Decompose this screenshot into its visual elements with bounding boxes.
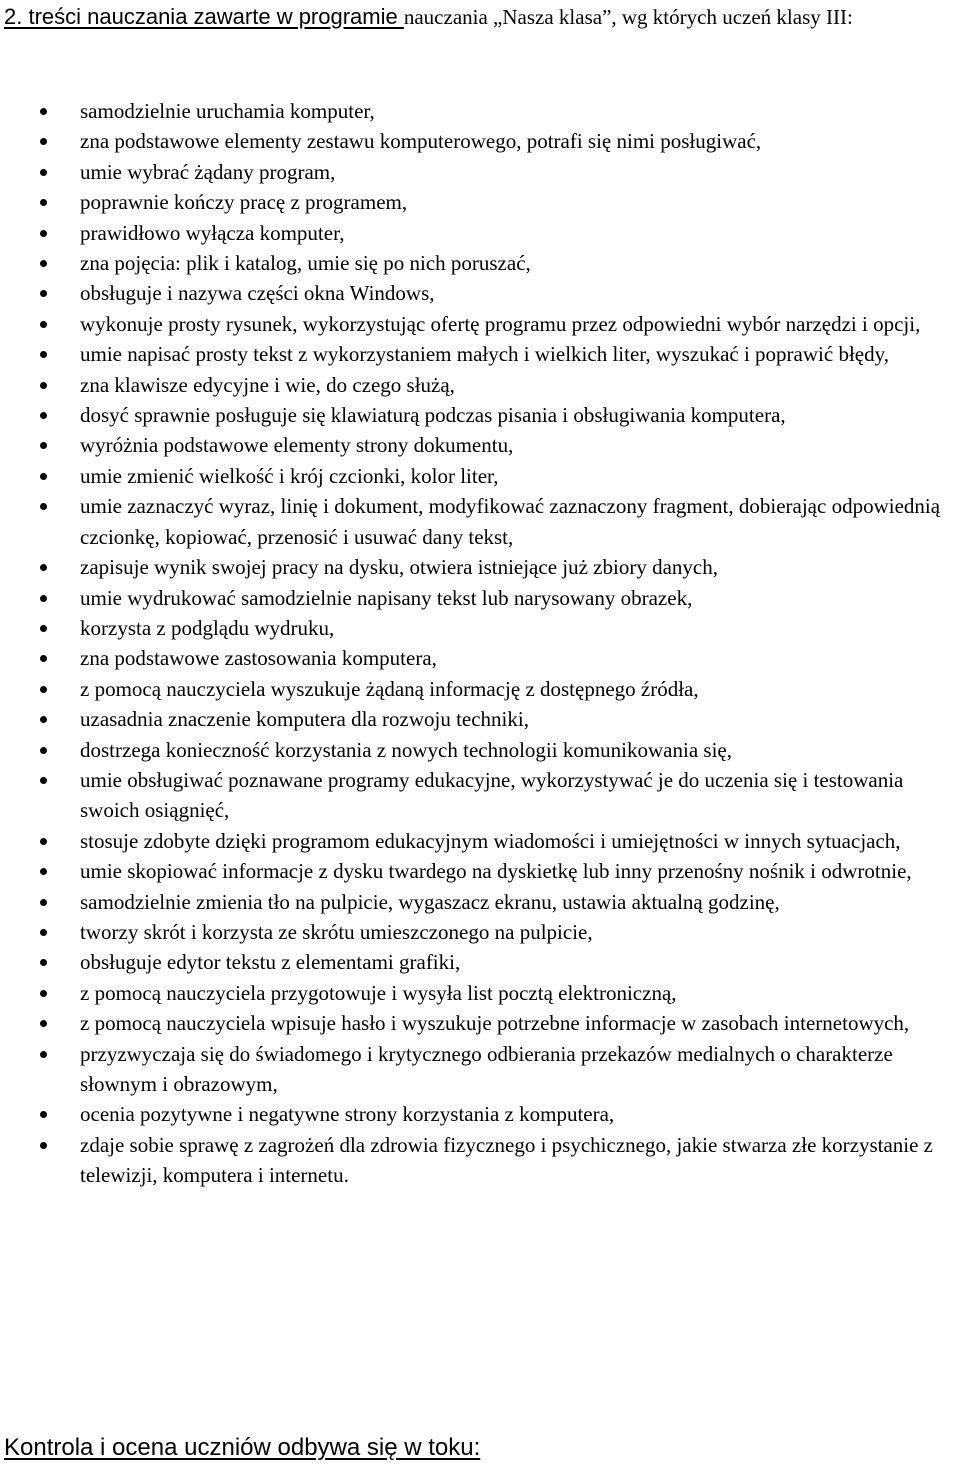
bullet-icon — [40, 1111, 47, 1118]
list-item-text: uzasadnia znaczenie komputera dla rozwoju techniki, — [80, 707, 529, 732]
list-item-text: obsługuje edytor tekstu z elementami grafiki, — [80, 950, 461, 975]
list-item-text: dosyć sprawnie posługuje się klawiaturą podczas pisania i obsługiwania komputera, — [80, 403, 786, 428]
bullet-icon — [40, 199, 47, 206]
list-item — [0, 735, 960, 765]
list-item — [0, 887, 960, 917]
list-item-text: dostrzega konieczność korzystania z nowych technologii komunikowania się, — [80, 737, 732, 762]
bullet-icon — [40, 1051, 47, 1058]
bullet-icon — [40, 747, 47, 754]
list-item — [0, 826, 960, 856]
list-item-text: poprawnie kończy pracę z programem, — [80, 190, 408, 215]
list-item — [0, 248, 960, 278]
bullet-icon — [40, 899, 47, 906]
list-item-text: umie obsługiwać poznawane programy edukacyjne, wykorzystywać je do uczenia się i testowania swoich osiągnięć, — [80, 767, 904, 823]
section-heading — [4, 2, 956, 32]
list-item-text: umie wybrać żądany program, — [80, 159, 336, 184]
list-item — [0, 218, 960, 248]
bullet-icon — [40, 503, 47, 510]
list-item — [0, 856, 960, 886]
list-item-text: zdaje sobie sprawę z zagrożeń dla zdrowia fizycznego i psychicznego, jakie stwarza złe korzystanie z telewizji, komputera i internetu. — [80, 1132, 934, 1188]
list-item — [0, 1008, 960, 1038]
bullet-icon — [40, 1020, 47, 1027]
list-item — [0, 613, 960, 643]
list-item-text: ocenia pozytywne i negatywne strony korzystania z komputera, — [80, 1102, 615, 1127]
competency-list — [0, 96, 960, 1191]
list-item — [0, 643, 960, 673]
list-item — [0, 1130, 960, 1191]
list-item-text: korzysta z podglądu wydruku, — [80, 615, 335, 640]
list-item-text: samodzielnie zmienia tło na pulpicie, wygaszacz ekranu, ustawia aktualną godzinę, — [80, 889, 780, 914]
section-title: 2. treści nauczania zawarte w programie — [4, 4, 404, 29]
bullet-icon — [40, 138, 47, 145]
bullet-icon — [40, 655, 47, 662]
bullet-icon — [40, 473, 47, 480]
list-item — [0, 126, 960, 156]
bullet-icon — [40, 321, 47, 328]
list-item — [0, 278, 960, 308]
list-item — [0, 765, 960, 826]
bullet-icon — [40, 959, 47, 966]
list-item-text: przyzwyczaja się do świadomego i krytycznego odbierania przekazów medialnych o charakterze słownym i obrazowym, — [80, 1041, 893, 1096]
list-item — [0, 1099, 960, 1129]
bullet-icon — [40, 412, 47, 419]
bullet-icon — [40, 169, 47, 176]
list-item — [0, 917, 960, 947]
bullet-icon — [40, 595, 47, 602]
list-item — [0, 1039, 960, 1100]
list-item-text: wykonuje prosty rysunek, wykorzystując ofertę programu przez odpowiedni wybór narzędzi i opcji, — [80, 311, 921, 336]
list-item-text: stosuje zdobyte dzięki programom edukacyjnym wiadomości i umiejętności w innych sytuacjach, — [80, 828, 901, 853]
bullet-icon — [40, 625, 47, 632]
bullet-icon — [40, 929, 47, 936]
list-item — [0, 339, 960, 369]
list-item-text: z pomocą nauczyciela wyszukuje żądaną informację z dostępnego źródła, — [80, 676, 699, 701]
bullet-icon — [40, 230, 47, 237]
list-item-text: tworzy skrót i korzysta ze skrótu umieszczonego na pulpicie, — [80, 919, 593, 944]
footer-heading: Kontrola i ocena uczniów odbywa się w toku: — [4, 1434, 481, 1461]
bullet-icon — [40, 290, 47, 297]
bullet-icon — [40, 351, 47, 358]
list-item — [0, 309, 960, 339]
list-item-text: prawidłowo wyłącza komputer, — [80, 220, 345, 245]
bullet-icon — [40, 442, 47, 449]
list-item — [0, 157, 960, 187]
list-item-text: umie wydrukować samodzielnie napisany tekst lub narysowany obrazek, — [80, 585, 693, 610]
bullet-icon — [40, 838, 47, 845]
bullet-icon — [40, 108, 47, 115]
list-item-text: z pomocą nauczyciela przygotowuje i wysyła list pocztą elektroniczną, — [80, 980, 677, 1005]
list-item-text: umie zaznaczyć wyraz, linię i dokument, modyfikować zaznaczony fragment, dobierając odpowiednią czcionkę, kopiować, przenosić i usuwać dany tekst, — [80, 494, 941, 549]
list-item-text: samodzielnie uruchamia komputer, — [80, 99, 375, 123]
list-item-text: umie zmienić wielkość i krój czcionki, kolor liter, — [80, 463, 499, 488]
list-item-text: umie skopiować informacje z dysku twardego na dyskietkę lub inny przenośny nośnik i odwrotnie, — [80, 859, 912, 884]
bullet-icon — [40, 1142, 47, 1149]
bullet-icon — [40, 868, 47, 875]
list-item-text: z pomocą nauczyciela wpisuje hasło i wyszukuje potrzebne informacje w zasobach internetowych, — [80, 1011, 910, 1036]
list-item-text: zna klawisze edycyjne i wie, do czego służą, — [80, 372, 455, 397]
bullet-icon — [40, 686, 47, 693]
list-item-text: obsługuje i nazywa części okna Windows, — [80, 281, 435, 306]
list-item — [0, 552, 960, 582]
bullet-icon — [40, 260, 47, 267]
list-item — [0, 96, 960, 126]
list-item-text: zna podstawowe zastosowania komputera, — [80, 646, 437, 671]
list-item — [0, 583, 960, 613]
list-item-text: umie napisać prosty tekst z wykorzystaniem małych i wielkich liter, wyszukać i poprawić błędy, — [80, 342, 889, 367]
list-item-text: wyróżnia podstawowe elementy strony dokumentu, — [80, 433, 514, 458]
list-item-text: zna pojęcia: plik i katalog, umie się po nich poruszać, — [80, 251, 531, 276]
bullet-icon — [40, 564, 47, 571]
list-item-text: zapisuje wynik swojej pracy na dysku, otwiera istniejące już zbiory danych, — [80, 555, 718, 580]
list-item — [0, 400, 960, 430]
list-item-text: zna podstawowe elementy zestawu komputerowego, potrafi się nimi posługiwać, — [80, 129, 762, 154]
list-item — [0, 370, 960, 400]
list-item — [0, 978, 960, 1008]
bullet-icon — [40, 382, 47, 389]
list-item — [0, 461, 960, 491]
list-item — [0, 704, 960, 734]
bullet-icon — [40, 716, 47, 723]
list-item — [0, 491, 960, 552]
bullet-icon — [40, 777, 47, 784]
list-item — [0, 674, 960, 704]
bullet-icon — [40, 990, 47, 997]
list-item — [0, 187, 960, 217]
list-item — [0, 430, 960, 460]
list-item — [0, 947, 960, 977]
section-subtitle: nauczania „Nasza klasa”, wg których uczeń klasy III: — [403, 5, 853, 29]
